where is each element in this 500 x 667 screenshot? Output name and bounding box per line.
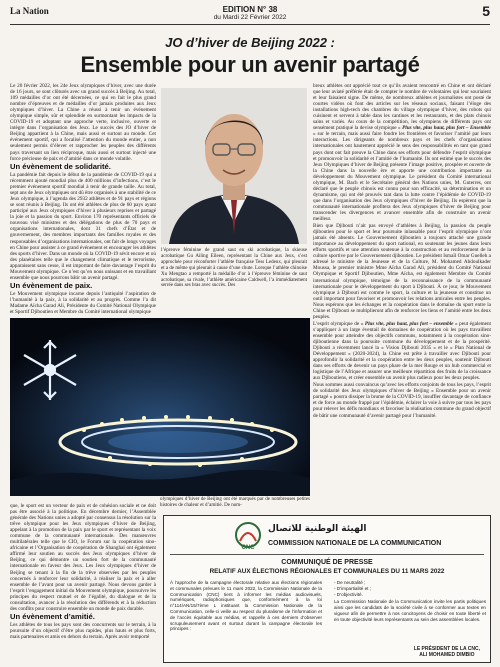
list-item: - De neutralité ; bbox=[334, 580, 366, 585]
header-rule bbox=[10, 24, 490, 25]
cnc-press-notice bbox=[163, 515, 491, 663]
cnc-logo bbox=[232, 521, 264, 551]
notice-body-left: À l’approche de la campagne électorale relative aux élections régionales et communales prévues le 11 mars 2022, la Commission Nationale de la Communication (CNC) tient à informer les médias audiovisuels, numériques, radiophoniques que, conformément à la loi n°114/AN/15/7ème L instituant la Commission Nationale de la Communication, celle-ci veille au respect du pluralisme de l’information et de l’accès équitable aux médias, et rappelle à ces derniers d’observer scrupuleusement avant et surtout durant la campagne électorale les principes : bbox=[170, 580, 322, 632]
edition-number: EDITION N° 38 bbox=[222, 5, 278, 14]
paragraph: que, le sport est un vecteur de paix et de cohésion sociale et ne doit pas être associé à la politique. En décembre dernier, l’Assemblée générale des Nations unies a adopté par consensus la résolution sur la trêve olympique pour les Jeux olympiques d’hiver de Beijing, appelant à la promotion de la paix par le sport et représentant la voix commune de la communauté internationale. Des manœuvres multilatérales telle que le CIO, le Forum sur la coopération sino-africaine et l’Organisation de coopération de Shanghai ont également affirmé leur soutien au succès des Jeux olympiques d’hiver de Beijing, ce qui démontre un soutien fort de la communauté internationale en faveur des Jeux. Les Jeux olympiques d’hiver de Beijing se tenant à la fin de la trêve observées par les peuples concernés à renforcer leur solidarité, à réaliser la paix et à aller ensemble de l’avant pour un avenir partagé. Nous devons garder à l’esprit l’engagement initial du Mouvement olympique, poursuivre les principes du respect mutuel et de l’égalité, du dialogue et de la consultation, avancer à la résolution des différends et à la réduction des conflits pour construire ensemble un monde de paix durable. bbox=[10, 503, 156, 612]
page-number: 5 bbox=[482, 3, 490, 19]
masthead: La Nation bbox=[10, 6, 49, 16]
paragraph: Le Mouvement olympique incarne depuis l’antiquité l’aspiration de l’humanité à la paix, à la solidarité et au progrès. Comme l’a dit Madame Aïcha Garad Ali, Présidente du Comité National Olympique et Sportif Djiboutien et Membre du Comité international olympique bbox=[10, 291, 156, 316]
portrait-adjacent-text: l’épreuve féminine de grand saut en ski acrobatique, la skieuse acrobatique Gu Ailing Eileen, représentant la Chine aux Jeux, s’est approchée pour réconforter l’athlète française Tess Ledeux, qui pleurait et a de même qui pleurait à cause d’une chute. Lorsque l’athlète chinoise Xu Mengtao a remporté la médaille d’or à l’épreuve féminine de saut acrobatique, sa rivale, l’athlète américaine Caldwell, l’a immédiatement serrée dans ses bras avec succès. Des bbox=[161, 248, 307, 289]
cnc-name: COMMISSION NATIONALE DE LA COMMUNICATION bbox=[268, 540, 442, 547]
closing-ceremony-photo bbox=[10, 318, 310, 496]
list-item: - D’objectivité. bbox=[334, 591, 363, 597]
paragraph: Nous sommes aussi convaincus qu’avec les efforts conjoints de tous les pays, l’esprit de solidarité des Jeux olympiques d’hiver de Beijing « Ensemble pour un avenir partagé » pourra dissiper la brume de la COVID-19, insuffler davantage de confiance et de force au monde frappé par l’épidémie, éclairer la voie à suivre par tous les pays pour relever les défis mondiaux et favoriser la réalisation commune du grand objectif de bâtir une communauté d’avenir partagé pour l’humanité. bbox=[313, 382, 491, 419]
notice-signature: LE PRÉSIDENT DE LA CNC, ALI MOHAMED DIMBIO bbox=[413, 646, 480, 658]
svg-text:CNC: CNC bbox=[241, 545, 255, 551]
paragraph: La pandémie fait depuis le début de la pandémie de COVID-19 qui a récemment ajouté mondial plus de 400 millions d’infections, c’est le premier événement sportif mondial à tenir de grande taille. Au total, sept ans de Jeux olympiques ont dû être organisés à une stabilité de ce Jeux olympique, à l’agenda des 2932 athlètes et de 91 pays et régions se sont réunis à Beijing. Ils ont été athlètes de plus de 60 pays ayant participé aux Jeux olympiques d’hiver à plusieurs reprises et partagé la joie et la passion du sport. Environ 170 représentants officiels de nouveau visé ministres et des délégations de plus de 70 pays et organisations internationales, dont 31 chefs d’État et de gouvernement, des membres importants des familles royales et des responsables d’organisations internationales, ont fait de longs voyages en Chine pour assister à ce grand événement et encourager les athlètes des sports d’hiver. Dans un monde où la COVID-19 sévit encore et où des planétaires telle que le changement climatique et le terrorisme, apparaissent sans cesse, il est important de faire davantage l’esprit du Mouvement olympique. Ce n’est qu’en nous unissant et en travaillant ensemble que nous pourrons bâtir un avenir partagé. bbox=[10, 172, 156, 281]
cnc-logo-icon bbox=[232, 521, 264, 551]
paragraph: L’esprit olympique de « Plus vite, plus haut, plus fort – ensemble » peut également s’appliquer à un large éventail de domaines de coopération où les pays travaillent ensemble pour atteindre des objectifs communs, notamment à la coopération sino-djiboutienne dans la poursuite commune du développement et de la prospérité. Djibouti a récemment lancé la « Vision Djibouti 2035 » et le « Plan National de Développement » (2020-2024), la Chine est prête à travailler avec Djibouti pour approfondir la solidarité et la coopération entre les deux peuples, soutenir Djibouti dans ses efforts de devenir un pays phare de la mer Rouge et un hub commercial et logistique de l’Afrique et assurer une meilleure répartition des fruits de la croissance aux Djiboutiens, et créer ensemble un avenir plus radieux pour les deux peuples. bbox=[313, 320, 491, 382]
paragraph: La Commission Nationale de la Communication invite les partis politiques ainsi que les candidats de la société civile à se conformer aux textes en vigueur afin de permettre à nos concitoyens de choisir en toute liberté et en toute objectivité leurs représentants au sein des assemblées locales. bbox=[334, 599, 486, 622]
article-kicker: JO d’hiver de Beijing 2022 : bbox=[165, 35, 335, 50]
paragraph: Les athlètes de tous les pays sont des concurrents sur le terrain, à la poursuite d’un objectif d’être plus rapides, plus hauts et plus forts, mais partenaires et amis en dehors du terrain. Après avoir remporté bbox=[10, 622, 156, 641]
notice-title: COMMUNIQUÉ DE PRESSE bbox=[281, 559, 373, 566]
cnc-arabic-name: الهيئة الوطنية للاتصال bbox=[268, 524, 367, 534]
olympic-motto: Plus vite, plus haut, plus fort – ensemble bbox=[364, 320, 454, 327]
ceremony-illustration bbox=[10, 318, 310, 496]
paragraph: Bien que Djibouti n’ait pas envoyé d’athlètes à Beijing, la passion du peuple djiboutien pour le sport et leur poursuite inlassable pour l’esprit olympique n’ont jamais été absents. Le Gouvernement djiboutien a toujours attaché une grande importance au développement du sport national, en soutenant les jeunes dans leurs efforts sportifs et une attention soutenue à la construction et au renforcement de la culture sportive par le Gouvernement djiboutien. Le président Ismaïl Omar Guelleh a adressé le ministre de la Jeunesse et de la Culture, M. Mohamed Abdoulkader Moussa, le premier ministre Mme Aïcha Garad Ali, président du Comité National Olympique et Sportif Djiboutien, Mme Aïcha, est également Membre du Comité international olympique, témoigne de la reconnaissance de la communauté internationale pour le développement du sport à Djibouti. À ce jour, le Mouvement olympique à Djibouti est comme le sport, la culture et la jeunesse et constitue un outil important pour favoriser et promouvoir les relations amicales entre les peuples. Nous espérons que les échanges et la coopération dans le domaine du sport entre la Chine et Djibouti se multiplieront afin de renforcer les liens et l’amitié entre les deux peuples. bbox=[313, 223, 491, 320]
notice-subtitle: RELATIF AUX ÉLECTIONS RÉGIONALES ET COMMUNALES DU 11 MARS 2022 bbox=[209, 568, 445, 575]
photo-adjacent-text: olympiques d’hiver de Beijing ont été marqués par de nombreuses petites histoires de chaleur et d’amitié. De nom- bbox=[160, 497, 310, 508]
subheading: Un évènement de paix. bbox=[10, 280, 93, 290]
divider bbox=[170, 554, 484, 555]
principles-list bbox=[334, 580, 486, 597]
article-column-4 bbox=[10, 503, 156, 661]
subheading: Un évènement de solidarité. bbox=[10, 161, 111, 171]
olympic-motto: Plus vite, plus haut, plus fort – Ensemble bbox=[402, 125, 491, 132]
subheading: Un évènement d’amitié. bbox=[10, 611, 95, 621]
list-item: - D’impartialité et ; bbox=[334, 585, 372, 591]
ambassador-portrait-photo bbox=[161, 88, 307, 244]
edition-date: du Mardi 22 Février 2022 bbox=[213, 14, 287, 21]
article-column-1 bbox=[10, 83, 156, 319]
notice-body-right bbox=[334, 580, 486, 623]
paragraph: breux athlètes ont apprécié tout ce qu’ils avaient rencontré en Chine et ont déclaré que leur aviaté préférée était de compter le nombre de volontaires qui leur souriaient et leur faisaient signe. De même, de nombreux athlètes et journalistes ont posté de courtes vidéos où font des articles sur les réseaux sociaux, faisant l’éloge des installations high-tech des chambres du village olympique d’hiver, des robots qui cuisinent et servent à table dans les cantines et les restaurants, et des plats chinois sains et variés. Au cours de la compétition, les olympiens de différents pays ont sensément pratiqué la devise olympique « Plus vite, plus haut, plus fort – Ensemble » sur le terrain, mais aussi faire fondre les frontières et favoriser l’amitié par leurs interactions. Les dirigeants de nombreux pays et les chefs d’organisations internationales ont hautement apprécié le sens des responsabilités en tant que grand pays dont ont fait preuve la Chine dans ses efforts pour défendre l’esprit olympique et promouvoir la solidarité et l’amitié de l’humanité. Ils ont estimé que le succès des Jeux Olympiques d’hiver de Beijing présente l’image positive, prospère et ouverte de la Chine dans la nouvelle ère et apporte une contribution importante au développement du Mouvement olympique. Le président du Comité international olympique, M. Bach et le Secrétaire général des Nations unies, M. Guterres, ont déclaré que le peuple chinois est connu pour son efficacité, sa détermination et un dynamisme, qui ont été prouvés tant dans la lutte contre l’épidémie de COVID-19 que dans l’organisation des Jeux olympiques d’hiver de Beijing. Ils espèrent que la communauté internationale profitera des Jeux olympiques d’hiver de Beijing pour transcender les divergences et avancer ensemble afin de construire un avenir meilleur. bbox=[313, 83, 491, 223]
article-headline: Ensemble pour un avenir partagé bbox=[80, 52, 420, 77]
article-column-3 bbox=[313, 83, 491, 515]
paragraph: Le 20 février 2022, les 24e Jeux olympiques d’hiver, avec une durée de 16 jours, se sont clôturés avec un grand succès à Beijing. Au total, 109 médailles d’or ont été décernées, ce qui en fait le plus grand nombre d’épreuves et de médailles d’or jamais produites aux Jeux olympiques d’hiver. La Chine a réussi à tenir un événement olympique simple, sûr et splendide en surmontant les impacts de la COVID-19 et adoptant une approche verte, inclusive, ouverte et intègre dans l’organisation des Jeux. Le succès des JO d’hiver de Beijing appartient à la Chine, mais aussi et surtout au monde. Cet événement sportif, qui a focalisé l’attention du monde entier, a non seulement permis d’élever et rapprocher les peuples des différents pays traversant un lien réciproque, mais aussi et surtout injecté une force précieuse de paix et d’amitié dans ce monde volatile. bbox=[10, 83, 156, 162]
portrait-illustration bbox=[161, 88, 307, 244]
